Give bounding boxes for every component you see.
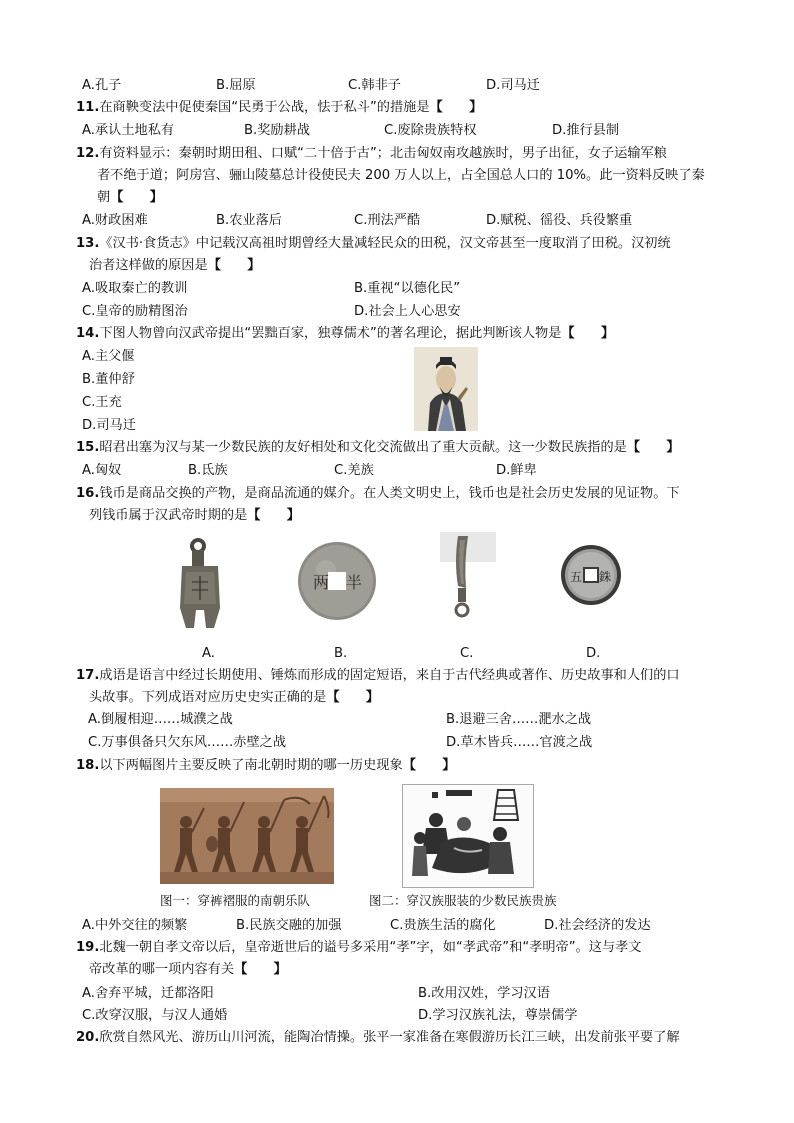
question-number: 12. <box>76 146 100 161</box>
answer-bracket: 【 】 <box>626 440 680 455</box>
q14-option-b: B.董仲舒 <box>82 372 135 387</box>
question-12-line-3 <box>97 188 163 208</box>
question-stem: 欣赏自然风光、游历山川河流，能陶冶情操。张平一家准备在寒假游历长江三峡，出发前张平要了解 <box>99 1030 680 1045</box>
figure-2-caption: 图二：穿汉族服装的少数民族贵族 <box>369 893 557 908</box>
q15-option-c: C.羌族 <box>334 463 374 478</box>
question-13-line-2 <box>89 256 260 276</box>
q11-option-b: B.奖励耕战 <box>244 123 310 138</box>
question-stem: 昭君出塞为汉与某一少数民族的友好相处和文化交流做出了重大贡献。这一少数民族指的是 <box>99 440 627 455</box>
question-number: 19. <box>76 940 100 955</box>
answer-bracket: 【 】 <box>247 508 300 523</box>
q12-option-c: C.刑法严酷 <box>354 213 421 228</box>
coin-label-c: C. <box>460 646 474 661</box>
q12-option-d: D.赋税、徭役、兵役繁重 <box>486 213 633 228</box>
figure-2-image <box>402 784 534 888</box>
question-16-line-2 <box>89 506 300 526</box>
q11-option-d: D.推行县制 <box>552 123 620 138</box>
question-stem: 在商鞅变法中促使秦国“民勇于公战，怯于私斗”的措施是 <box>99 100 430 115</box>
answer-bracket: 【 】 <box>326 690 380 705</box>
q15-option-d: D.鲜卑 <box>496 463 537 478</box>
q17-option-d: D.草木皆兵……官渡之战 <box>446 735 593 750</box>
coin-b-char-right: 半 <box>346 573 363 592</box>
coin-b-char-left: 两 <box>313 573 330 592</box>
question-stem: 以下两幅图片主要反映了南北朝时期的哪一历史现象 <box>99 758 403 773</box>
q19-option-b: B.改用汉姓，学习汉语 <box>418 986 550 1001</box>
question-stem: 成语是语言中经过长期使用、锤炼而形成的固定短语，来自于古代经典或著作、历史故事和人们的口 <box>99 668 680 683</box>
answer-bracket: 【 】 <box>110 190 163 205</box>
q15-option-b: B.氐族 <box>188 463 228 478</box>
q18-option-a: A.中外交往的频繁 <box>82 918 188 933</box>
figure-1-image <box>160 788 334 884</box>
question-stem: 列钱币属于汉武帝时期的是 <box>89 508 248 523</box>
q19-option-d: D.学习汉族礼法，尊崇儒学 <box>418 1008 578 1023</box>
coin-c-image <box>440 532 496 624</box>
q17-option-b: B.退避三舍……淝水之战 <box>446 712 592 727</box>
q13-option-c: C.皇帝的励精图治 <box>82 304 188 319</box>
coin-d-char-right: 銖 <box>599 570 612 584</box>
question-17-line-1 <box>76 666 680 686</box>
question-15 <box>76 438 680 458</box>
question-stem: 有资料显示：秦朝时期田租、口赋“二十倍于古”；北击匈奴南攻越族时，男子出征，女子运输军粮 <box>99 146 667 161</box>
question-number: 14. <box>76 326 100 341</box>
question-stem: 治者这样做的原因是 <box>89 258 208 273</box>
question-12-line-2: 者不绝于道；阿房宫、骊山陵墓总计役使民夫 200 万人以上，占全国总人口的 10%。此一资料反映了秦 <box>97 168 705 183</box>
question-19-line-2 <box>89 960 287 980</box>
answer-bracket: 【 】 <box>207 258 261 273</box>
answer-bracket: 【 】 <box>402 758 456 773</box>
coin-label-a: A. <box>202 646 215 661</box>
coin-b-image <box>296 540 378 622</box>
coin-label-b: B. <box>334 646 348 661</box>
q10-option-a: A.孔子 <box>82 78 122 93</box>
q17-option-c: C.万事俱备只欠东风……赤壁之战 <box>88 735 287 750</box>
q19-option-a: A.舍弃平城，迁都洛阳 <box>82 986 214 1001</box>
question-14 <box>76 324 614 344</box>
answer-bracket: 【 】 <box>234 962 287 977</box>
question-16-line-1 <box>76 484 680 504</box>
coin-label-d: D. <box>586 646 601 661</box>
q11-option-c: C.废除贵族特权 <box>384 123 477 138</box>
q10-option-b: B.屈原 <box>216 78 256 93</box>
coin-d-image <box>560 544 622 606</box>
q13-option-d: D.社会上人心思安 <box>354 304 461 319</box>
q18-option-c: C.贵族生活的腐化 <box>390 918 496 933</box>
question-stem: 朝 <box>97 190 111 205</box>
q19-option-c: C.改穿汉服，与汉人通婚 <box>82 1008 228 1023</box>
q13-option-b: B.重视“以德化民” <box>354 281 461 296</box>
question-17-line-2 <box>89 688 379 708</box>
coin-a-image <box>174 538 226 630</box>
question-11 <box>76 98 482 118</box>
question-18 <box>76 756 455 776</box>
q10-option-d: D.司马迁 <box>486 78 540 93</box>
q14-option-d: D.司马迁 <box>82 418 136 433</box>
q11-option-a: A.承认土地私有 <box>82 123 175 138</box>
question-number: 16. <box>76 486 100 501</box>
coin-d-char-left: 五 <box>570 570 583 584</box>
question-number: 11. <box>76 100 100 115</box>
q13-option-a: A.吸取秦亡的教训 <box>82 281 188 296</box>
question-20-line-1 <box>76 1028 680 1048</box>
q12-option-b: B.农业落后 <box>216 213 282 228</box>
q18-option-b: B.民族交融的加强 <box>236 918 342 933</box>
q14-option-a: A.主父偃 <box>82 349 135 364</box>
q10-option-c: C.韩非子 <box>348 78 401 93</box>
q17-option-a: A.倒履相迎……城濮之战 <box>88 712 233 727</box>
question-stem: 《汉书·食货志》中记载汉高祖时期曾经大量减轻民众的田税，汉文帝甚至一度取消了田税。汉初统 <box>99 236 671 251</box>
question-number: 17. <box>76 668 100 683</box>
q18-option-d: D.社会经济的发达 <box>544 918 651 933</box>
answer-bracket: 【 】 <box>429 100 483 115</box>
question-stem: 下图人物曾向汉武帝提出“罢黜百家，独尊儒术”的著名理论，据此判断该人物是 <box>99 326 562 341</box>
answer-bracket: 【 】 <box>561 326 615 341</box>
figure-1-caption: 图一：穿裤褶服的南朝乐队 <box>160 893 311 908</box>
question-number: 18. <box>76 758 100 773</box>
question-19-line-1 <box>76 938 642 958</box>
q14-option-c: C.王充 <box>82 395 122 410</box>
q12-option-a: A.财政困难 <box>82 213 148 228</box>
question-number: 15. <box>76 440 100 455</box>
q15-option-a: A.匈奴 <box>82 463 122 478</box>
question-stem: 钱币是商品交换的产物，是商品流通的媒介。在人类文明史上，钱币也是社会历史发展的见证物。下 <box>99 486 680 501</box>
question-stem: 帝改革的哪一项内容有关 <box>89 962 235 977</box>
question-number: 20. <box>76 1030 100 1045</box>
question-stem: 头故事。下列成语对应历史史实正确的是 <box>89 690 327 705</box>
question-12-line-1 <box>76 144 667 164</box>
portrait-image <box>414 347 478 431</box>
question-number: 13. <box>76 236 100 251</box>
question-13-line-1 <box>76 234 671 254</box>
question-stem: 北魏一朝自孝文帝以后，皇帝逝世后的谥号多采用“孝”字，如“孝武帝”和“孝明帝”。这与孝文 <box>99 940 642 955</box>
